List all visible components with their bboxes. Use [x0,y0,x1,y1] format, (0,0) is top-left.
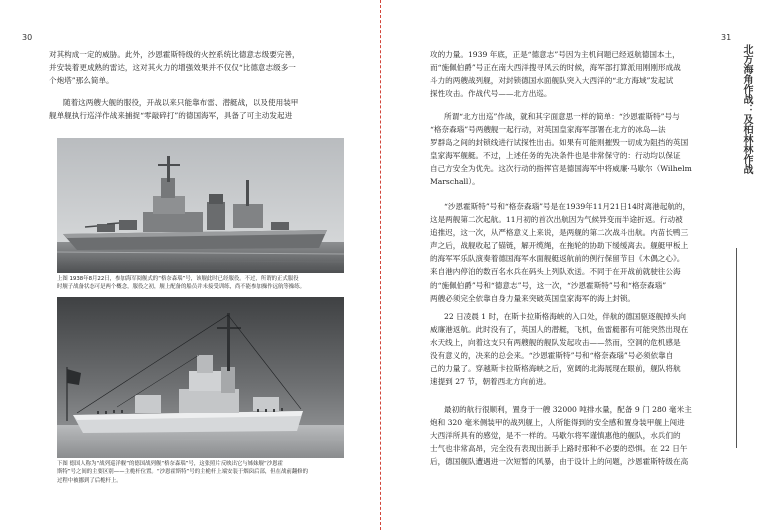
ship-photo-top [57,138,344,273]
text-line: 舰单舰执行巡洋作战来捕捉“零敲碎打”的德国海军，具备了可主动发起进 [49,111,293,121]
text-line: 没有意义的，决来的总会来。“沙恩霍斯特”号和“格奈森瑙”号必须依靠自 [430,351,674,361]
text-line: “格奈森瑙”号两艘舰一起行动，对英国皇家海军部署在北方的冰岛—法 [430,125,666,135]
text-line: 这是两舰第二次起航。11月初的首次出航因为气候异变而半途折返。行动被 [430,215,683,225]
caption-line: 过程中被挪到了后桅杆上。 [57,477,122,484]
right-page [381,0,760,530]
text-line: 对其构成一定的威胁。此外，沙恩霍斯特级的火控系统比德意志级要完善， [49,50,300,59]
text-line: 后，德国舰队遭遇进一次短暂的风暴，由于设计上的问题，沙恩霍斯特级在高 [430,457,689,467]
text-line: 所谓“北方出巡”作战，就和其字面意思一样的简单：“沙恩霍斯特”号与 [444,112,680,121]
text-line: 的海军军乐队演奏着德国海军水面舰艇返航前的例行保留节目《木偶之心》。 [430,254,685,264]
text-line: 斗力的两艘战列舰，对封锁德国水面舰队突入大西洋的“北方海域”发起试 [430,76,674,86]
photo-caption-top [57,275,349,292]
page-number-left: 30 [22,33,33,42]
text-line: 攻的力量。1939 年底，正是“德意志”号因为主机问题已经返航德国本土， [430,50,680,59]
left-paragraph-2 [49,96,347,122]
caption-line: 下图 德国人称为“战列巡洋舰”的德国战列舰“格奈森瑙”号，这张照片反映出它与姊妹舰“沙恩霍 [57,461,283,467]
text-line: Marschall）。 [430,177,480,187]
page-number-right: 31 [721,33,732,42]
caption-line: 时舰子战备状态可是两个概念，服役之初，舰上配备的船员并未接受训练，尚不能参加操作远航等操练。 [57,284,305,291]
left-paragraph-1 [49,48,347,87]
text-line: 22 日凌晨 1 时，在斯卡拉斯格海峡的入口处，伴航的德国驱逐舰掉头向 [444,312,686,321]
text-line: 罗群岛之间的封锁线进行试探性出击。如果有可能则摧毁一切成为阻挡的英国 [430,138,689,148]
chapter-title-vertical: 北方海角作战：及柏林林作战 [741,44,752,174]
text-line: 士气也非常高昂，完全没有表现出新手上路时那种不必要的恐惧。在 22 日午 [430,444,688,454]
right-paragraph-3 [430,200,728,305]
chapter-title-rule [736,248,737,448]
text-line: 大西洋所具有的感觉，是不一样的。马歇尔将军谨慎惠他的舰队，水兵们的 [430,431,681,441]
text-line: 两艘必须完全依靠自身力量来突破英国皇家海军的海上封锁。 [430,293,636,303]
caption-line: 上图 1938年8月22日，参加海军阅舰式的“格奈森瑙”号，该舰此时已经服役。不过，所谓的正式服役 [57,276,299,282]
photo-caption-bottom [57,460,349,485]
caption-line: 斯特”号之间的主要区别——主桅杆位置。“沙恩霍斯特”号的主桅杆上端安装于烟囱后部，但在战前翻修的 [57,469,308,476]
text-line: 并安装着更成熟的雷达，这对其火力的增强效果并不仅仅“比德意志级多一 [49,63,296,73]
text-line: 炮和 320 毫米侧装甲的战列舰上，人所能得到的安全感和置身装甲舰上闯进 [430,418,685,428]
text-line: 随着这两艘大舰的服役，开战以来只能靠布雷、潜艇战，以及使用装甲 [63,98,299,107]
text-line: 声之后，战舰收起了锚链，解开缆绳，在拖轮的协助下缓缓离去。舰艇甲板上 [430,241,689,251]
right-paragraph-2 [430,110,728,189]
gneisenau-photo-1938 [57,138,344,273]
text-line: “沙恩霍斯特”号和“格奈森瑙”号是在1939年11月21日14时离港起航的， [444,202,691,211]
text-line: 而“施佩伯爵”号正在南大西洋搜寻风云的时候，海军部打算派用刚刚形成战 [430,63,681,73]
text-line: 来自港内停泊的数百名水兵在码头上列队欢送。不同于在开战前就驶往公海 [430,267,681,277]
ship-photo-bottom [57,297,344,458]
text-line: 己的力量了。穿越斯卡拉斯格海峡之后，宽阔的北海展现在眼前，舰队将航 [430,364,681,374]
text-line: 最初的航行很顺利，置身于一艘 32000 吨排水量，配备 9 门 280 毫米主 [444,405,692,414]
text-line: 威廉港返航。此时没有了，英国人的潜艇，飞机，鱼雷艇都有可能突然出现在 [430,325,689,335]
text-line: 速提到 27 节，朝着西北方向前进。 [430,377,551,387]
right-paragraph-4 [430,310,728,389]
text-line: 皇家海军舰艇。不过，上述任务的先决条件也是非常保守的：行动均以保证 [430,151,681,161]
text-line: 个炮塔”那么简单。 [49,76,114,86]
text-line: 的“施佩伯爵”号和“德意志”号，这一次，“沙恩霍斯特”号和“格奈森瑙” [430,280,667,290]
right-paragraph-5 [430,403,728,468]
gneisenau-photo-dressed [57,297,344,458]
text-line: 水天线上，向着这支只有两艘舰的舰队发起攻击——然而，空洞的危机感是 [430,338,681,348]
text-line: 自己方安全为优先。这次行动的指挥官是德国海军中将威廉·马歇尔（Wilhelm [430,164,692,174]
text-line: 追推迟，这一次，从严格意义上来说，是两舰的第二次战斗出航。内苗长鸭三 [430,228,689,238]
right-paragraph-1 [430,48,728,100]
text-line: 探性攻击。作战代号——北方出巡。 [430,89,552,99]
